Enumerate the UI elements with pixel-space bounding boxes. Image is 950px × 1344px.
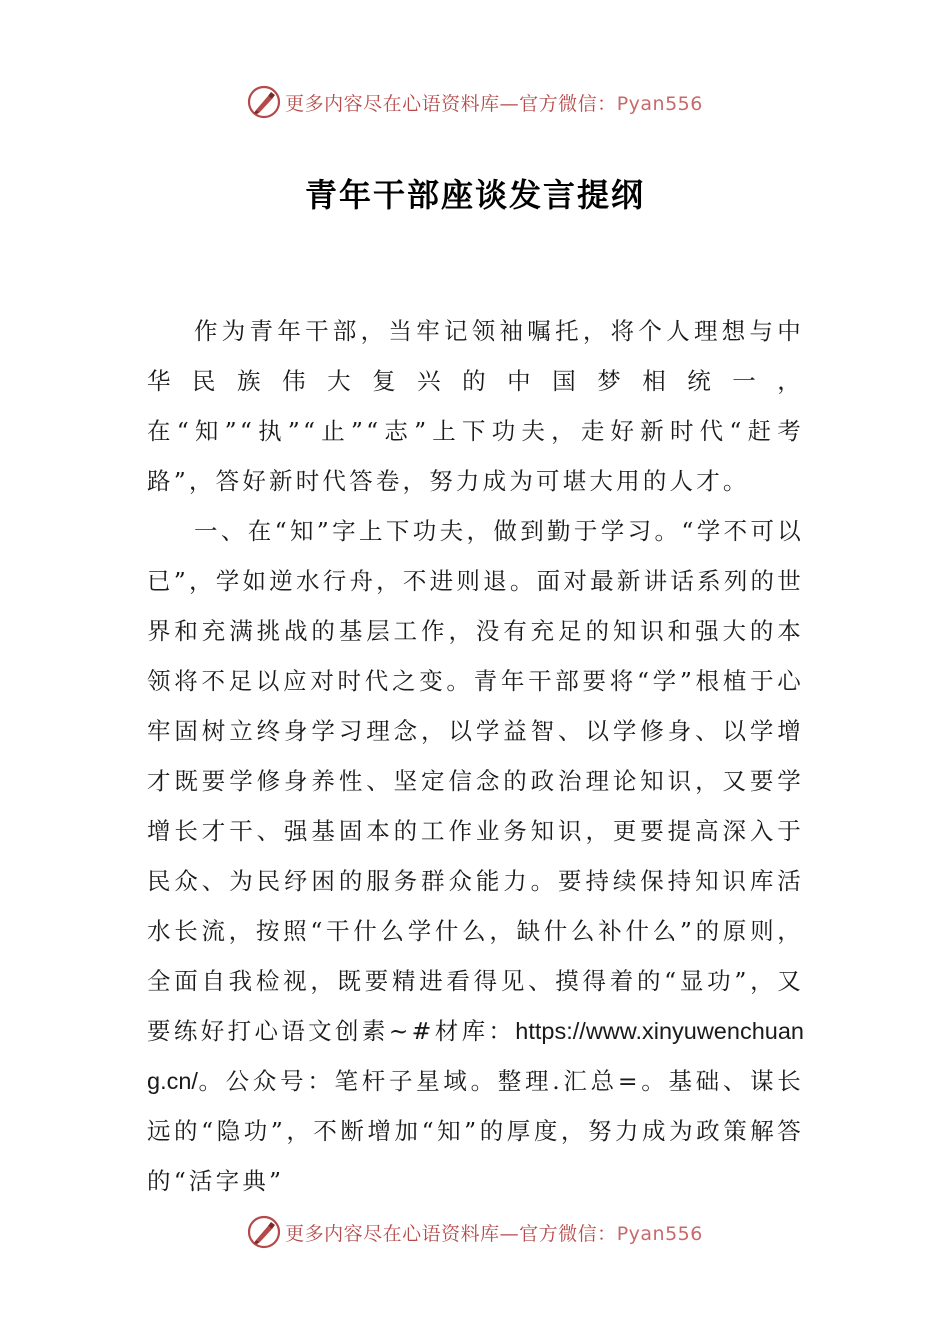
watermark-wechat-label: 官方微信： xyxy=(519,92,617,115)
inline-watermark-prefix: 心语文创素~#材库： xyxy=(254,1017,516,1045)
document-body xyxy=(147,306,804,1206)
pen-logo-icon xyxy=(247,1215,281,1249)
watermark-main: 更多内容尽在心语资料库 xyxy=(285,1222,500,1245)
watermark-text xyxy=(285,89,703,116)
footer-watermark xyxy=(0,1212,950,1252)
paragraph-intro: 作为青年干部，当牢记领袖嘱托，将个人理想与中华民族伟大复兴的中国梦相统一，在“知”“执”“止”“志”上下功夫，走好新时代“赶考路”，答好新时代答卷，努力成为可堪大用的人才。 xyxy=(147,317,804,495)
header-watermark xyxy=(0,82,950,122)
paragraph-section-1-main: 一、在“知”字上下功夫，做到勤于学习。“学不可以已”，学如逆水行舟，不进则退。面对最新讲话系列的世界和充满挑战的基层工作，没有充足的知识和强大的本领将不足以应对时代之变。青年干部要将“学”根植于心牢固树立终身学习理念，以学益智、以学修身、以学增才既要学修身养性、坚定信念的政治理论知识，又要学增长才干、强基固本的工作业务知识，更要提高深入于民众、为民纾困的服务群众能力。要持续保持知识库活水长流，按照“干什么学什么，缺什么补什么”的原则，全面自我检视，既要精进看得见、摸得着的“显功”，又要练好打 xyxy=(147,517,804,1045)
paragraph-section-1 xyxy=(147,506,804,1206)
watermark-wechat-id: Pyan556 xyxy=(616,1222,703,1245)
pen-logo-icon xyxy=(247,85,281,119)
watermark-text xyxy=(285,1219,703,1246)
watermark-main: 更多内容尽在心语资料库 xyxy=(285,92,500,115)
page-title: 青年干部座谈发言提纲 xyxy=(304,176,645,214)
watermark-wechat-label: 官方微信： xyxy=(519,1222,617,1245)
paragraph-section-1-continuation: 。公众号：笔杆子星域。整理.汇总=。基础、谋长远的“隐功”，不断增加“知”的厚度，努力成为政策解答的“活字典” xyxy=(147,1067,804,1195)
watermark-separator: — xyxy=(499,1222,520,1245)
inline-watermark-url: https://www.xinyuwenchuang.cn/ xyxy=(147,1018,804,1094)
watermark-separator: — xyxy=(499,92,520,115)
watermark-wechat-id: Pyan556 xyxy=(616,92,703,115)
